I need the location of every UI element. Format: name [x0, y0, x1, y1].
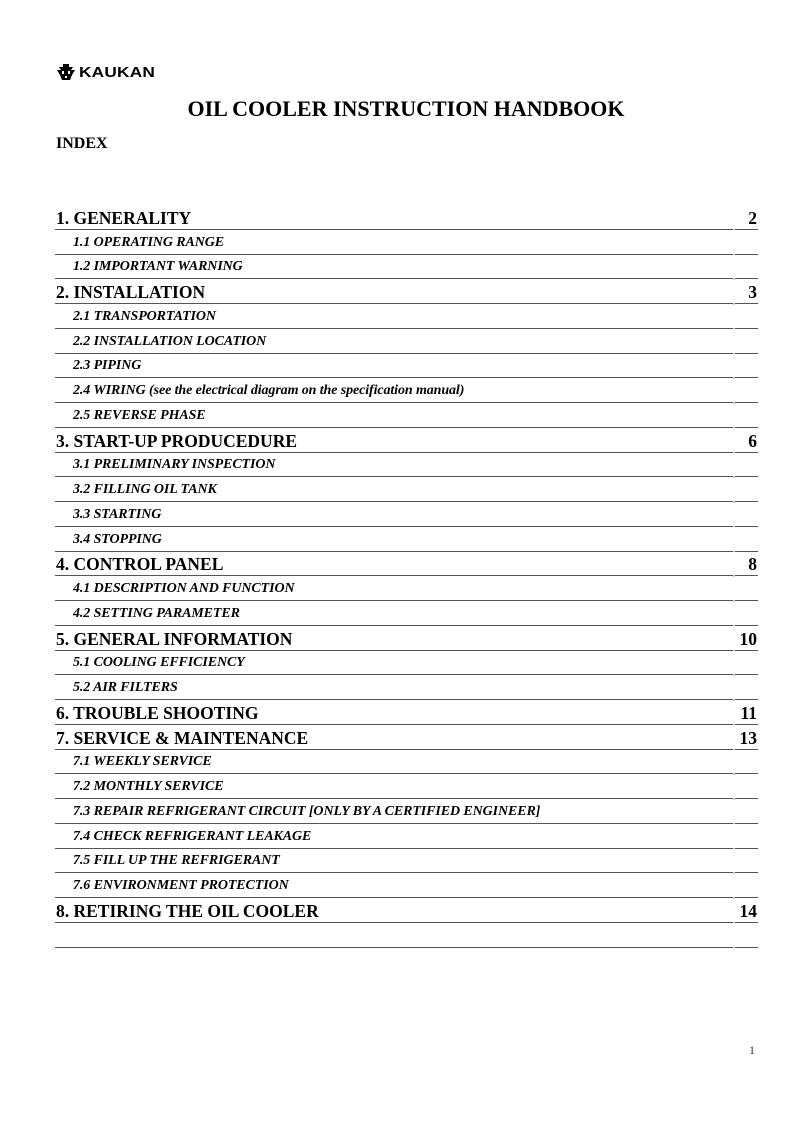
toc-section-entry[interactable]: [55, 428, 758, 453]
toc-section-entry[interactable]: [55, 552, 758, 577]
toc-subsection-entry[interactable]: [55, 873, 758, 898]
toc-subsection-entry[interactable]: [55, 774, 758, 799]
toc-subsection-entry[interactable]: [55, 527, 758, 552]
toc-entry-label: 1.2 IMPORTANT WARNING: [73, 259, 243, 275]
toc-entry-label: 5. GENERAL INFORMATION: [56, 628, 293, 649]
tab-stop-marker: [733, 947, 735, 949]
toc-subsection-entry[interactable]: [55, 304, 758, 329]
toc-subsection-entry[interactable]: [55, 255, 758, 280]
toc-page-number: 13: [739, 727, 757, 748]
toc-subsection-entry[interactable]: [55, 329, 758, 354]
toc-entry-label: 7.1 WEEKLY SERVICE: [73, 754, 212, 770]
logo-text: KAUKAN: [79, 63, 156, 81]
toc-section-entry[interactable]: [55, 205, 758, 230]
document-title: OIL COOLER INSTRUCTION HANDBOOK: [187, 96, 625, 121]
toc-subsection-entry[interactable]: [55, 849, 758, 874]
toc-entry-label: 3. START-UP PRODUCEDURE: [56, 430, 298, 451]
toc-subsection-entry[interactable]: [55, 576, 758, 601]
toc-section-entry[interactable]: [55, 626, 758, 651]
toc-subsection-entry[interactable]: [55, 354, 758, 379]
toc-entry-label: 2.2 INSTALLATION LOCATION: [73, 333, 267, 349]
toc-subsection-entry[interactable]: [55, 453, 758, 478]
toc-subsection-entry[interactable]: [55, 502, 758, 527]
toc-entry-label: 2.3 PIPING: [73, 358, 142, 374]
toc-page-number: 10: [739, 628, 757, 649]
toc-subsection-entry[interactable]: [55, 601, 758, 626]
toc-entry-label: 1. GENERALITY: [56, 207, 192, 228]
toc-entry-label: 2.1 TRANSPORTATION: [73, 308, 216, 324]
toc-entry-label: 8. RETIRING THE OIL COOLER: [56, 900, 319, 921]
toc-section-entry[interactable]: [55, 725, 758, 750]
toc-page-number: 6: [748, 430, 757, 451]
toc-subsection-entry[interactable]: [55, 378, 758, 403]
index-heading: INDEX: [56, 135, 108, 152]
toc-entry-label: 5.1 COOLING EFFICIENCY: [73, 655, 245, 671]
toc-entry-label: 4.2 SETTING PARAMETER: [73, 605, 240, 621]
toc-entry-label: 6. TROUBLE SHOOTING: [56, 702, 259, 723]
toc-entry-label: 4.1 DESCRIPTION AND FUNCTION: [73, 581, 295, 596]
toc-section-entry[interactable]: [55, 279, 758, 304]
toc-subsection-entry[interactable]: [55, 403, 758, 428]
table-of-contents: [55, 205, 758, 948]
toc-page-number: 8: [748, 554, 757, 575]
toc-page-number: 11: [740, 702, 757, 723]
toc-entry-label: 7.5 FILL UP THE REFRIGERANT: [73, 853, 280, 869]
toc-page-number: 3: [748, 282, 757, 302]
toc-entry-label: 7.6 ENVIRONMENT PROTECTION: [73, 878, 289, 893]
toc-entry-label: 2. INSTALLATION: [56, 282, 206, 302]
toc-section-entry[interactable]: [55, 700, 758, 725]
toc-blank-row: [55, 923, 758, 948]
toc-subsection-entry[interactable]: [55, 651, 758, 676]
toc-page-number: 14: [739, 900, 757, 921]
toc-subsection-entry[interactable]: [55, 477, 758, 502]
toc-entry-label: 4. CONTROL PANEL: [56, 554, 224, 575]
toc-entry-label: 2.4 WIRING (see the electrical diagram on the specification manual): [73, 383, 465, 398]
toc-subsection-entry[interactable]: [55, 799, 758, 824]
toc-section-entry[interactable]: [55, 898, 758, 923]
toc-entry-label: 5.2 AIR FILTERS: [73, 680, 178, 695]
toc-subsection-entry[interactable]: [55, 230, 758, 255]
toc-entry-label: 7. SERVICE & MAINTENANCE: [56, 727, 309, 748]
page-number: 1: [749, 1043, 755, 1057]
toc-subsection-entry[interactable]: [55, 750, 758, 775]
toc-entry-label: 3.3 STARTING: [73, 506, 162, 522]
toc-entry-label: 7.3 REPAIR REFRIGERANT CIRCUIT [ONLY BY A CERTIFIED ENGINEER]: [73, 803, 541, 819]
toc-entry-label: 2.5 REVERSE PHASE: [73, 407, 206, 423]
toc-page-number: 2: [748, 207, 757, 228]
toc-subsection-entry[interactable]: [55, 824, 758, 849]
toc-entry-label: 7.4 CHECK REFRIGERANT LEAKAGE: [73, 828, 312, 844]
toc-subsection-entry[interactable]: [55, 675, 758, 700]
company-logo: [56, 62, 156, 82]
toc-entry-label: 7.2 MONTHLY SERVICE: [73, 779, 224, 794]
toc-entry-label: 1.1 OPERATING RANGE: [73, 234, 224, 250]
kaukan-emblem-icon: [56, 64, 76, 80]
toc-entry-label: 3.1 PRELIMINARY INSPECTION: [73, 457, 276, 473]
toc-entry-label: 3.4 STOPPING: [73, 531, 162, 547]
toc-entry-label: 3.2 FILLING OIL TANK: [73, 482, 217, 497]
